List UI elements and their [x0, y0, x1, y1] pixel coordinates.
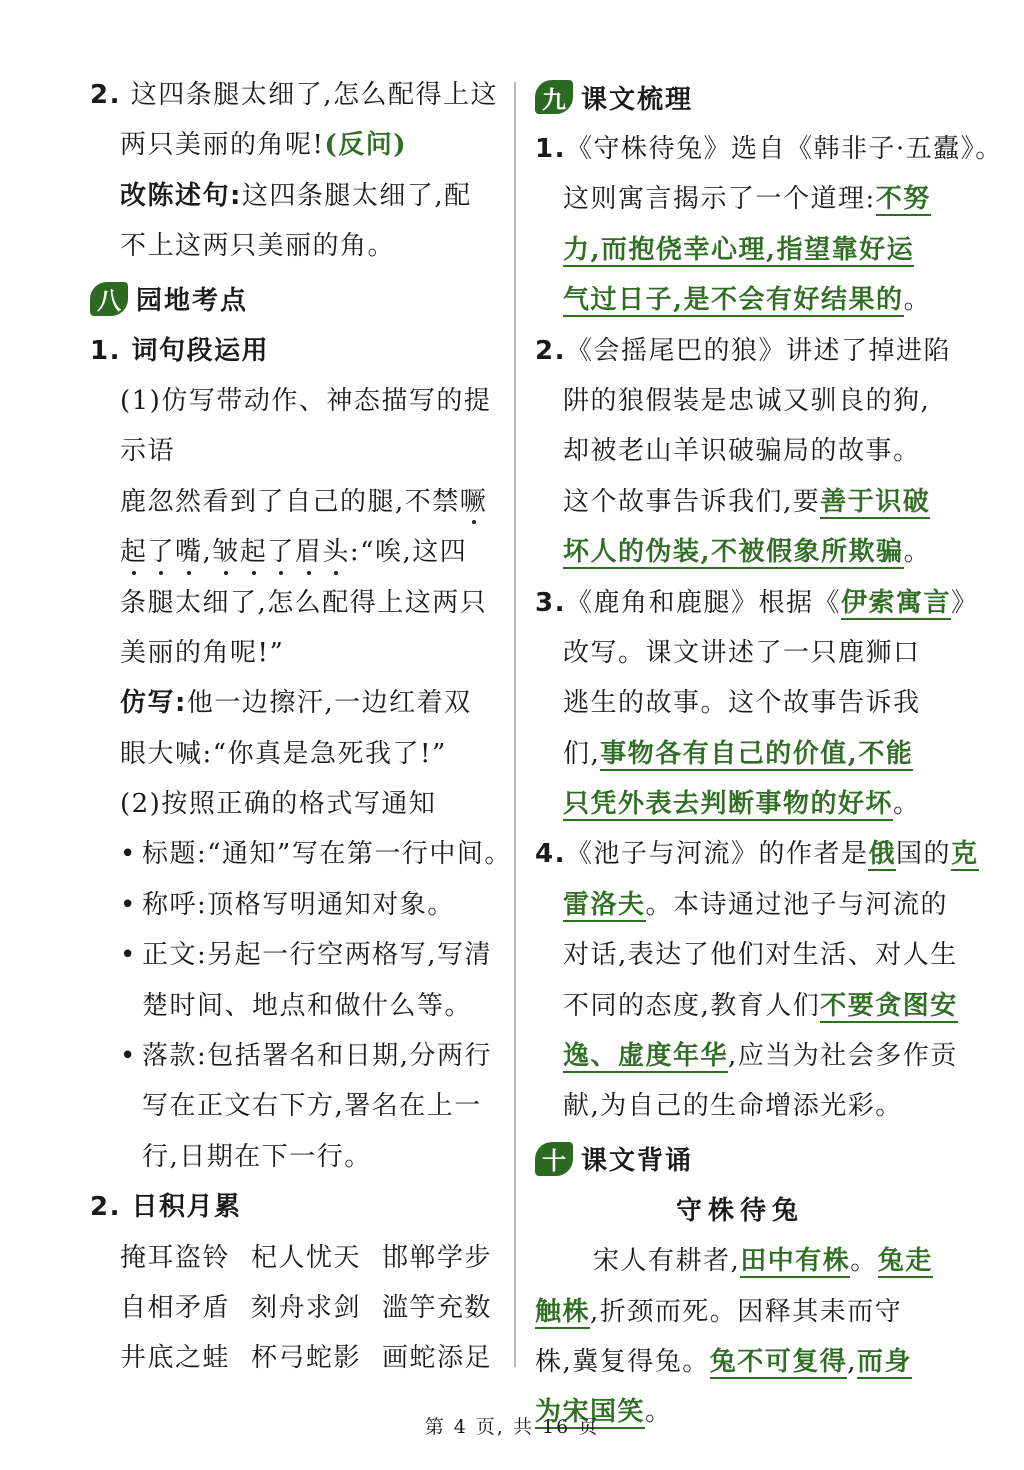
- p3-line4: 们,事物各有自己的价值,不能: [563, 738, 914, 769]
- p4-line5: 逸、虚度年华,应当为社会多作贡: [563, 1041, 958, 1072]
- bullet-body-2: 楚时间、地点和做什么等。: [142, 990, 473, 1021]
- poem-line2: 触株,折颈而死。因释其耒而守: [535, 1296, 903, 1327]
- section-header-9: [535, 70, 945, 124]
- p4-line1: 4.《池子与河流》的作者是俄国的克: [535, 839, 979, 870]
- poem-line1: 宋人有耕者,田中有株。兔走: [593, 1246, 933, 1277]
- p4-line4: 不同的态度,教育人们不要贪图安: [563, 990, 958, 1021]
- section-header-8: [90, 272, 500, 326]
- item1-title: 1. 词句段运用: [90, 335, 270, 366]
- section-badge-8: 八: [90, 282, 128, 316]
- p2-line2: 阱的狼假装是忠诚又驯良的狗,: [563, 385, 931, 416]
- example-line4: 美丽的角呢!”: [120, 637, 285, 668]
- idiom: 井底之蛙: [120, 1343, 231, 1374]
- p2-line3: 却被老山羊识破骗局的故事。: [563, 436, 921, 467]
- bullet-icon: •: [120, 940, 137, 971]
- sub2-line: (2)按照正确的格式写通知: [120, 789, 437, 820]
- section-title-8: 园地考点: [136, 286, 249, 317]
- p4-line6: 献,为自己的生命增添光彩。: [563, 1091, 903, 1122]
- idiom: 掩耳盗铃: [120, 1242, 231, 1273]
- section-title-10: 课文背诵: [581, 1146, 694, 1177]
- q2-restate-line2: 不上这两只美丽的角。: [120, 231, 396, 262]
- p3-line1: 3.《鹿角和鹿腿》根据《伊索寓言》: [535, 587, 979, 618]
- p3-line3: 逃生的故事。这个故事告诉我: [563, 688, 921, 719]
- p1-line2: 这则寓言揭示了一个道理:不努: [563, 184, 931, 215]
- idiom: 杯弓蛇影: [250, 1343, 361, 1374]
- idiom: 画蛇添足: [381, 1343, 492, 1374]
- idiom: 滥竽充数: [381, 1292, 492, 1323]
- idiom-row: [90, 1333, 500, 1383]
- section-badge-10: 十: [535, 1142, 573, 1176]
- bullet-signature-1: • 落款:包括署名和日期,分两行: [90, 1031, 500, 1081]
- bullet-title: • 标题:“通知”写在第一行中间。: [90, 829, 500, 879]
- sub1-line2: 示语: [120, 436, 176, 467]
- page-number: 第 4 页, 共 16 页: [424, 1416, 600, 1438]
- idiom-row: [90, 1283, 500, 1333]
- q2-line1: 2. 这四条腿太细了,怎么配得上这: [90, 80, 498, 110]
- example-line1: 鹿忽然看到了自己的腿,不禁噘: [90, 477, 500, 527]
- p1-line3: 力,而抱侥幸心理,指望靠好运: [563, 234, 915, 265]
- p4-line2: 雷洛夫。本诗通过池子与河流的: [563, 889, 949, 920]
- p1-line1: 1.《守株待兔》选自《韩非子·五蠹》。: [535, 134, 1003, 164]
- left-column: [90, 70, 512, 1384]
- q2-line2: 两只美丽的角呢!(反问): [120, 130, 408, 161]
- section-title-9: 课文梳理: [581, 84, 694, 115]
- bullet-signature-2: 写在正文右下方,署名在上一: [142, 1091, 482, 1122]
- bullet-signature-3: 行,日期在下一行。: [142, 1141, 372, 1172]
- sub1-line1: (1)仿写带动作、神态描写的提: [120, 385, 492, 416]
- bullet-icon: •: [120, 839, 137, 870]
- poem-line3: 株,冀复得兔。兔不可复得,而身: [535, 1346, 913, 1377]
- copy-line1: 仿写:他一边擦汗,一边红着双: [120, 688, 472, 719]
- p3-line5: 只凭外表去判断事物的好坏。: [563, 789, 921, 820]
- p1-line4: 气过日子,是不会有好结果的。: [563, 285, 932, 316]
- bullet-icon: •: [120, 1041, 137, 1072]
- answer-rhetorical: (反问): [324, 130, 408, 161]
- example-line3: 条腿太细了,怎么配得上这两只: [120, 587, 488, 618]
- idiom: 刻舟求剑: [250, 1292, 361, 1323]
- section-header-10: [535, 1132, 945, 1186]
- idiom: 自相矛盾: [120, 1292, 231, 1323]
- p3-line2: 改写。课文讲述了一只鹿狮口: [563, 637, 921, 668]
- right-column: [535, 70, 1003, 1438]
- column-divider: [514, 82, 516, 1367]
- p2-line1: 2.《会摇尾巴的狼》讲述了掉进陷: [535, 335, 951, 366]
- bullet-body-1: • 正文:另起一行空两格写,写清: [90, 930, 500, 980]
- item2-title: 2. 日积月累: [90, 1192, 242, 1223]
- idiom-row: [90, 1233, 500, 1283]
- bullet-salutation: • 称呼:顶格写明通知对象。: [90, 880, 500, 930]
- section-badge-9: 九: [535, 80, 573, 114]
- q2-restate-line1: 改陈述句:这四条腿太细了,配: [120, 180, 472, 211]
- p2-line4: 这个故事告诉我们,要善于识破: [563, 486, 931, 517]
- p2-line5: 坏人的伪装,不被假象所欺骗。: [563, 537, 932, 568]
- poem-line4: 为宋国笑。: [535, 1397, 673, 1428]
- idiom: 邯郸学步: [381, 1242, 492, 1273]
- example-line2: 起了嘴,皱起了眉头:“唉,这四: [90, 527, 500, 577]
- idiom: 杞人忧天: [250, 1242, 361, 1273]
- copy-line2: 眼大喊:“你真是急死我了!”: [120, 738, 447, 769]
- poem-title: 守株待兔: [675, 1195, 804, 1226]
- bullet-icon: •: [120, 889, 137, 920]
- p4-line3: 对话,表达了他们对生活、对人生: [563, 940, 958, 971]
